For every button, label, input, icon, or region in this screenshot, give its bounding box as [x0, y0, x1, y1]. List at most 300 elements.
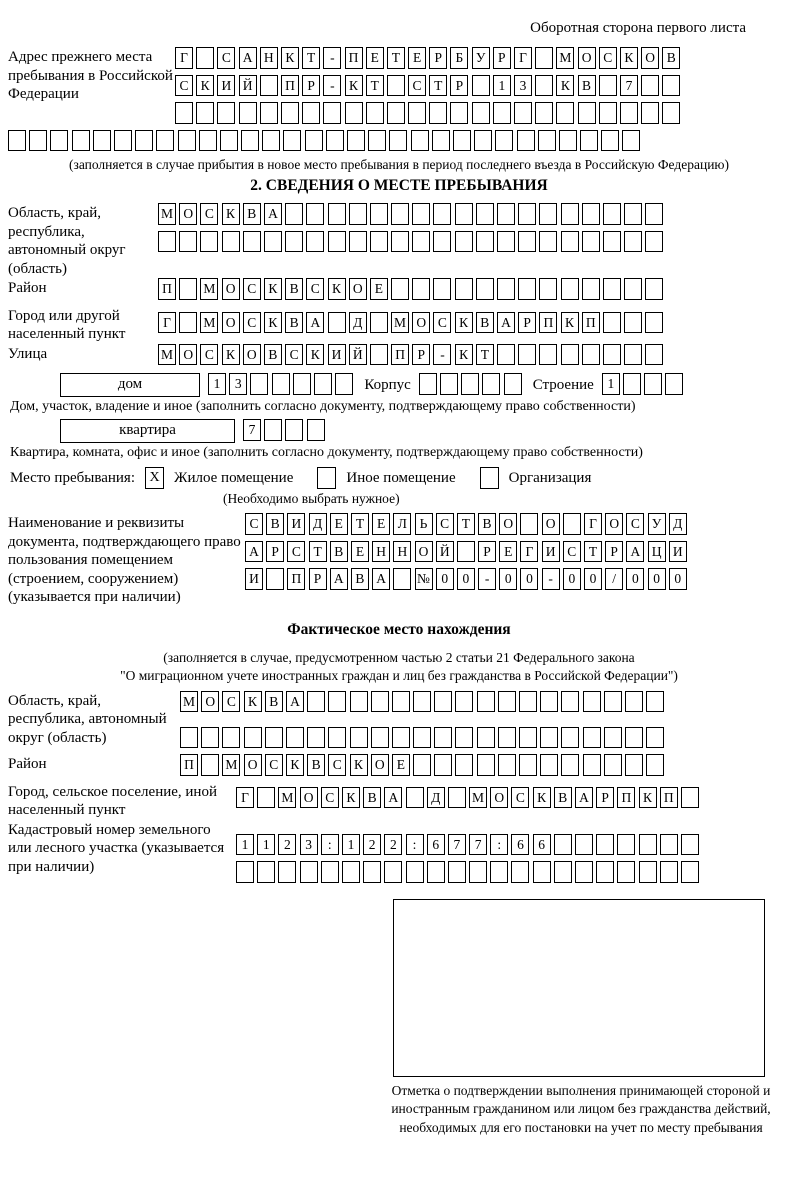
char-box [540, 727, 558, 749]
char-box [623, 373, 641, 395]
char-box: Т [366, 75, 384, 97]
actual-district-block [8, 754, 790, 782]
char-box [472, 102, 490, 124]
char-box: Г [514, 47, 532, 69]
char-box: 7 [243, 419, 261, 441]
char-box: А [575, 787, 593, 809]
char-box [412, 278, 430, 300]
house-rect-label: дом [60, 373, 200, 397]
char-box: Т [309, 541, 327, 563]
district-block [8, 278, 790, 306]
korpus-cells [419, 373, 525, 395]
char-box [260, 102, 278, 124]
char-box [201, 727, 219, 749]
document-row-2 [245, 541, 790, 565]
char-box: Р [450, 75, 468, 97]
korpus-label: Корпус [364, 377, 411, 393]
char-box [370, 231, 388, 253]
char-box [412, 203, 430, 225]
char-box: Р [302, 75, 320, 97]
char-box [660, 861, 678, 883]
char-box [278, 861, 296, 883]
char-box [368, 130, 386, 152]
char-box [179, 231, 197, 253]
char-box: С [408, 75, 426, 97]
char-box: П [158, 278, 176, 300]
region-label: Область, край, республика, автономный округ (область) [8, 205, 126, 277]
char-box: 1 [208, 373, 226, 395]
char-box: П [287, 568, 305, 590]
char-box [328, 691, 346, 713]
char-box: К [222, 203, 240, 225]
actual-region-label: Область, край, республика, автономный округ (область) [8, 692, 167, 746]
apartment-rect-label: квартира [60, 419, 235, 443]
char-box [178, 130, 196, 152]
char-box: К [620, 47, 638, 69]
char-box: Т [476, 344, 494, 366]
char-box: С [328, 754, 346, 776]
actual-location-title: Фактическое место нахождения [287, 620, 511, 638]
prev-address-row-2 [175, 75, 790, 99]
char-box: 7 [469, 834, 487, 856]
char-box [641, 75, 659, 97]
char-box [179, 278, 197, 300]
char-box [371, 727, 389, 749]
street-label: Улица [8, 345, 48, 362]
char-box: О [578, 47, 596, 69]
actual-location-caption-1: (заполняется в случае, предусмотренном частью 2 статьи 21 Федерального закона [163, 649, 635, 665]
char-box [455, 727, 473, 749]
char-box: К [306, 344, 324, 366]
char-box: М [222, 754, 240, 776]
char-box [461, 373, 479, 395]
char-box [645, 203, 663, 225]
char-box [582, 344, 600, 366]
char-box [539, 278, 557, 300]
char-box [392, 691, 410, 713]
char-box: О [641, 47, 659, 69]
char-box: - [478, 568, 496, 590]
char-box: С [563, 541, 581, 563]
char-box [490, 861, 508, 883]
char-box [201, 754, 219, 776]
char-box [29, 130, 47, 152]
char-box [646, 754, 664, 776]
region-block [8, 203, 790, 278]
prev-address-row-3 [175, 102, 790, 126]
char-box [306, 203, 324, 225]
char-box [583, 727, 601, 749]
char-box [601, 130, 619, 152]
char-box: 1 [236, 834, 254, 856]
char-box [427, 861, 445, 883]
char-box [603, 344, 621, 366]
char-box: М [469, 787, 487, 809]
char-box: Р [266, 541, 284, 563]
region-row-1 [158, 203, 790, 227]
char-box [391, 231, 409, 253]
char-box [455, 754, 473, 776]
other-premises-checkbox [317, 467, 336, 489]
char-box [391, 203, 409, 225]
char-box [457, 541, 475, 563]
char-box [222, 231, 240, 253]
char-box [662, 102, 680, 124]
city-block [8, 306, 790, 344]
char-box: И [328, 344, 346, 366]
char-box [342, 861, 360, 883]
char-box: П [539, 312, 557, 334]
char-box [328, 727, 346, 749]
char-box [625, 727, 643, 749]
char-box [575, 861, 593, 883]
char-box [540, 754, 558, 776]
char-box [624, 344, 642, 366]
char-box: В [307, 754, 325, 776]
char-box [175, 102, 193, 124]
char-box: 0 [520, 568, 538, 590]
char-box [93, 130, 111, 152]
char-box: О [243, 344, 261, 366]
char-box [314, 373, 332, 395]
char-box [239, 102, 257, 124]
char-box: П [660, 787, 678, 809]
char-box [498, 691, 516, 713]
char-box [307, 691, 325, 713]
char-box [283, 130, 301, 152]
char-box [497, 344, 515, 366]
char-box [328, 203, 346, 225]
city-label: Город или другой населенный пункт [8, 307, 126, 342]
char-box: А [286, 691, 304, 713]
char-box [583, 691, 601, 713]
char-box: Д [309, 513, 327, 535]
char-box [561, 727, 579, 749]
char-box: К [264, 312, 282, 334]
char-box [624, 203, 642, 225]
char-box: 2 [363, 834, 381, 856]
street-block [8, 344, 790, 372]
char-box [518, 203, 536, 225]
char-box: В [662, 47, 680, 69]
char-box [624, 231, 642, 253]
char-box: Е [330, 513, 348, 535]
char-box: В [266, 513, 284, 535]
char-box: К [350, 754, 368, 776]
char-box: О [201, 691, 219, 713]
char-box: Ц [648, 541, 666, 563]
char-box: В [351, 568, 369, 590]
char-box [306, 231, 324, 253]
char-box [580, 130, 598, 152]
char-box [347, 130, 365, 152]
char-box: С [243, 278, 261, 300]
char-box: Т [457, 513, 475, 535]
char-box: М [200, 278, 218, 300]
char-box: / [605, 568, 623, 590]
char-box [264, 419, 282, 441]
char-box: Р [412, 344, 430, 366]
char-box [419, 373, 437, 395]
char-box: К [561, 312, 579, 334]
char-box: - [323, 47, 341, 69]
char-box: К [281, 47, 299, 69]
char-box: И [217, 75, 235, 97]
char-box [561, 344, 579, 366]
char-box [265, 727, 283, 749]
char-box [561, 278, 579, 300]
char-box: Р [518, 312, 536, 334]
char-box [241, 130, 259, 152]
char-box: М [556, 47, 574, 69]
char-box [450, 102, 468, 124]
char-box: 0 [626, 568, 644, 590]
char-box [434, 754, 452, 776]
char-box: Й [436, 541, 454, 563]
char-box: 0 [648, 568, 666, 590]
char-box [604, 691, 622, 713]
char-box: В [476, 312, 494, 334]
char-box: И [542, 541, 560, 563]
char-box: С [433, 312, 451, 334]
char-box [535, 47, 553, 69]
district-row [158, 278, 790, 302]
confirmation-mark-box [393, 899, 765, 1077]
char-box [370, 203, 388, 225]
char-box: Б [450, 47, 468, 69]
char-box [135, 130, 153, 152]
char-box: В [285, 312, 303, 334]
char-box [387, 102, 405, 124]
char-box [665, 373, 683, 395]
char-box [639, 834, 657, 856]
char-box: 1 [257, 834, 275, 856]
char-box: У [648, 513, 666, 535]
char-box: С [306, 278, 324, 300]
char-box: К [286, 754, 304, 776]
char-box: 1 [602, 373, 620, 395]
char-box [370, 312, 388, 334]
char-box: Д [349, 312, 367, 334]
stay-type-label: Место пребывания: [10, 469, 135, 486]
char-box [497, 278, 515, 300]
char-box [349, 203, 367, 225]
char-box: 1 [493, 75, 511, 97]
char-box [474, 130, 492, 152]
char-box: К [345, 75, 363, 97]
char-box: В [243, 203, 261, 225]
char-box [504, 373, 522, 395]
char-box [561, 754, 579, 776]
char-box [413, 754, 431, 776]
char-box [199, 130, 217, 152]
char-box: Р [309, 568, 327, 590]
char-box [517, 130, 535, 152]
char-box [244, 727, 262, 749]
char-box [455, 203, 473, 225]
cadastral-label: Кадастровый номер земельного или лесного участка (указывается при наличии) [8, 821, 225, 875]
region-row-2 [158, 231, 790, 255]
char-box: С [200, 344, 218, 366]
prev-address-row-1 [175, 47, 790, 71]
char-box [554, 834, 572, 856]
char-box [433, 203, 451, 225]
prev-address-caption: (заполняется в случае прибытия в новое место пребывания в период последнего въезда в Российскую Федерацию) [68, 157, 730, 172]
char-box [538, 130, 556, 152]
actual-city-row [236, 787, 790, 811]
char-box [477, 754, 495, 776]
street-row [158, 344, 790, 368]
char-box: С [245, 513, 263, 535]
char-box: И [669, 541, 687, 563]
char-box [604, 754, 622, 776]
char-box: № [415, 568, 433, 590]
cadastral-block [8, 820, 790, 889]
char-box: С [285, 344, 303, 366]
char-box [641, 102, 659, 124]
actual-district-label: Район [8, 756, 47, 772]
char-box [639, 861, 657, 883]
char-box [387, 75, 405, 97]
char-box [535, 102, 553, 124]
char-box [681, 861, 699, 883]
char-box: П [617, 787, 635, 809]
char-box: О [499, 513, 517, 535]
char-box [561, 691, 579, 713]
char-box [453, 130, 471, 152]
char-box: М [278, 787, 296, 809]
char-box [556, 102, 574, 124]
char-box: : [406, 834, 424, 856]
char-box [482, 373, 500, 395]
prev-address-block [8, 47, 790, 130]
confirmation-caption: Отметка о подтверждении выполнения принимающей стороной и иностранным гражданином или лицом без гражданства действий, необходимых для его постановки на учет по месту пребывания [391, 1082, 771, 1135]
char-box: Т [584, 541, 602, 563]
char-box [257, 787, 275, 809]
char-box: А [264, 203, 282, 225]
char-box: И [287, 513, 305, 535]
char-box: К [222, 344, 240, 366]
char-box: Г [520, 541, 538, 563]
char-box [519, 727, 537, 749]
char-box [622, 130, 640, 152]
char-box [392, 727, 410, 749]
char-box: 3 [229, 373, 247, 395]
char-box: В [554, 787, 572, 809]
char-box [476, 231, 494, 253]
char-box [243, 231, 261, 253]
char-box [300, 861, 318, 883]
char-box [559, 130, 577, 152]
char-box [604, 727, 622, 749]
char-box [179, 312, 197, 334]
char-box [662, 75, 680, 97]
apartment-cells [243, 419, 328, 441]
char-box: А [384, 787, 402, 809]
char-box: Н [260, 47, 278, 69]
char-box [323, 102, 341, 124]
char-box: О [179, 344, 197, 366]
char-box [469, 861, 487, 883]
char-box [434, 727, 452, 749]
char-box: Е [392, 754, 410, 776]
char-box [328, 312, 346, 334]
char-box [540, 691, 558, 713]
city-row [158, 312, 790, 336]
char-box: В [478, 513, 496, 535]
char-box: К [196, 75, 214, 97]
char-box [561, 231, 579, 253]
char-box [272, 373, 290, 395]
char-box [582, 231, 600, 253]
char-box: 3 [514, 75, 532, 97]
char-box: А [372, 568, 390, 590]
char-box: О [542, 513, 560, 535]
char-box [266, 568, 284, 590]
char-box [645, 312, 663, 334]
char-box [582, 278, 600, 300]
char-box [477, 691, 495, 713]
char-box: А [245, 541, 263, 563]
char-box [285, 231, 303, 253]
char-box: В [285, 278, 303, 300]
char-box [681, 787, 699, 809]
char-box: Е [499, 541, 517, 563]
char-box [262, 130, 280, 152]
prev-address-label: Адрес прежнего места пребывания в Российской Федерации [8, 49, 173, 102]
char-box: С [200, 203, 218, 225]
char-box [603, 312, 621, 334]
char-box [260, 75, 278, 97]
char-box: П [180, 754, 198, 776]
char-box: Й [239, 75, 257, 97]
char-box [539, 231, 557, 253]
stroenie-cells [602, 373, 687, 395]
char-box: Е [408, 47, 426, 69]
char-box: 1 [342, 834, 360, 856]
char-box [603, 278, 621, 300]
char-box [625, 754, 643, 776]
char-box [413, 727, 431, 749]
char-box: Р [605, 541, 623, 563]
char-box [448, 861, 466, 883]
char-box: 6 [511, 834, 529, 856]
char-box: К [244, 691, 262, 713]
char-box [518, 278, 536, 300]
char-box: 7 [448, 834, 466, 856]
char-box [384, 861, 402, 883]
stay-type-row [10, 467, 790, 489]
char-box [307, 727, 325, 749]
char-box [518, 344, 536, 366]
char-box [476, 278, 494, 300]
char-box: С [599, 47, 617, 69]
char-box [286, 727, 304, 749]
char-box [583, 754, 601, 776]
char-box [406, 787, 424, 809]
char-box: Т [429, 75, 447, 97]
char-box: О [371, 754, 389, 776]
char-box [596, 861, 614, 883]
char-box [561, 203, 579, 225]
char-box: П [391, 344, 409, 366]
char-box [519, 754, 537, 776]
residential-label: Жилое помещение [174, 469, 294, 486]
char-box: В [264, 344, 282, 366]
stay-type-caption: (Необходимо выбрать нужное) [223, 491, 400, 506]
char-box: М [158, 203, 176, 225]
char-box [599, 102, 617, 124]
